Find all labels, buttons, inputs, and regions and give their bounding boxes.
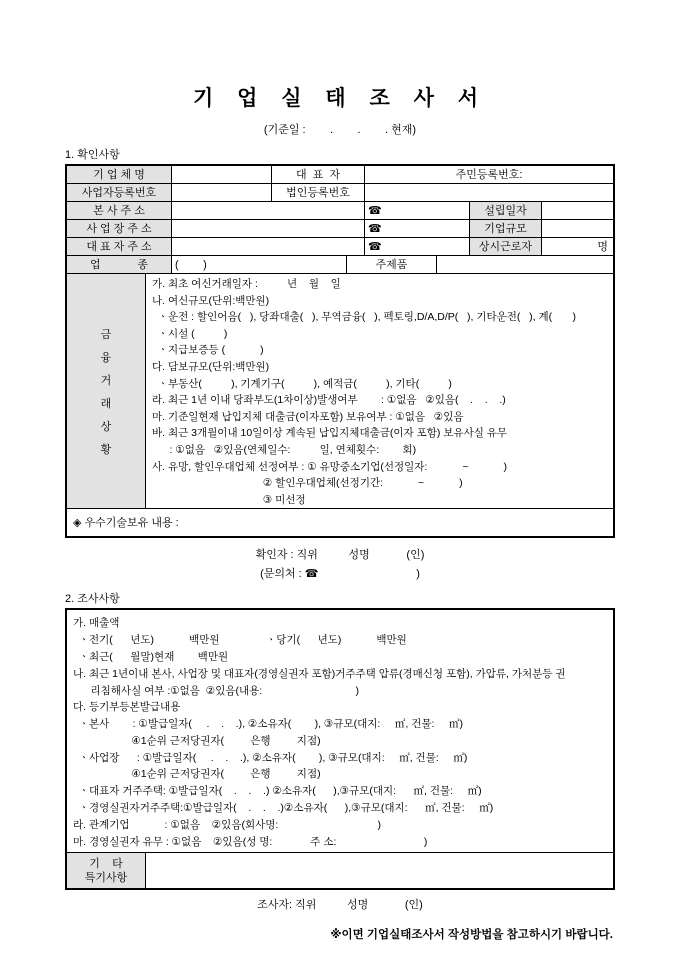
finance-line: 다. 담보규모(단위:백만원) <box>152 360 270 373</box>
survey-line: ㆍ전기( 년도) 백만원 ㆍ당기( 년도) 백만원 <box>73 634 407 647</box>
industry-field: ( ) <box>172 256 347 273</box>
etc-notes-label <box>67 853 146 888</box>
table-row <box>67 166 613 184</box>
company-size-field <box>542 220 613 237</box>
finance-lines <box>146 274 613 508</box>
company-name-label: 기 업 체 명 <box>67 166 172 183</box>
footnote: ※이면 기업실태조사서 작성방법을 참고하시기 바랍니다. <box>330 929 613 942</box>
finance-line: ③ 미선정 <box>152 493 306 506</box>
section2-heading: 2. 조사사항 <box>65 593 120 606</box>
workplace-address-label: 사 업 장 주 소 <box>67 220 172 237</box>
survey-line: ④1순위 근저당권자( 은행 지점) <box>73 768 321 781</box>
side-label-char: 래 <box>100 397 112 410</box>
etc-notes-row <box>67 852 613 888</box>
finance-line: 라. 최근 1년 이내 당좌부도(1차이상)발생여부 : ①없음 ②있음( . . .) <box>152 394 506 407</box>
survey-line: 다. 등기부등본발급내용 <box>73 701 181 714</box>
table-row <box>67 184 613 202</box>
survey-line: 리침해사실 여부 :①없음 ②있음(내용: ) <box>73 684 360 697</box>
ceo-label: 대 표 자 <box>272 166 365 183</box>
company-name-field <box>172 166 272 183</box>
table-row <box>67 256 613 274</box>
main-product-label: 주제품 <box>347 256 437 273</box>
finance-line: 마. 기준일현재 납입지체 대출금(이자포함) 보유여부 : ①없음 ②있음 <box>152 410 464 423</box>
ceo-address-label: 대 표 자 주 소 <box>67 238 172 255</box>
finance-line: 사. 유망, 할인우대업체 선정여부 : ① 유망중소기업(선정일자: ~ ) <box>152 460 508 473</box>
biz-reg-no-label: 사업자등록번호 <box>67 184 172 201</box>
side-label-char: 상 <box>100 420 112 433</box>
survey-line: 마. 경영실권자 유무 : ①없음 ②있음(성 명: 주 소: ) <box>73 835 428 848</box>
corp-reg-no-field <box>365 184 613 201</box>
finance-status-section <box>67 274 613 508</box>
hq-address-label: 본 사 주 소 <box>67 202 172 219</box>
finance-line: 바. 최근 3개월이내 10일이상 계속된 납입지체대출금(이자 포함) 보유사실 유무 <box>152 427 508 440</box>
founded-date-label: 설립일자 <box>470 202 542 219</box>
table-row <box>67 238 613 256</box>
base-date-line: (기준일 : . . . 현재) <box>263 124 417 136</box>
main-product-field <box>437 256 613 273</box>
survey-line: ㆍ본사 : ①발급일자( . . .), ②소유자( ), ③규모(대지: ㎡, 건물: ㎡) <box>73 718 464 731</box>
survey-line: ㆍ경영실권자거주주택:①발급일자( . . .)②소유자( ),③규모(대지: ㎡, 건물: ㎡) <box>73 802 494 815</box>
side-label-char: 금 <box>100 328 112 341</box>
survey-table <box>65 608 615 890</box>
corp-reg-no-label: 법인등록번호 <box>272 184 365 201</box>
phone-icon: ☎ <box>365 202 470 219</box>
phone-icon: ☎ <box>365 220 470 237</box>
tech-holding-row: ◈ 우수기술보유 내용 : <box>67 508 613 536</box>
confirmer-signature-line: 확인자 : 직위 성명 (인) <box>255 549 425 562</box>
resident-no-label: 주민등록번호: <box>455 168 523 181</box>
surveyor-signature-line: 조사자: 직위 성명 (인) <box>257 899 423 912</box>
finance-line: : ①없음 ②있음(연체일수: 일, 연체횟수: 회) <box>152 443 417 456</box>
regular-workers-unit: 명 <box>597 240 608 253</box>
etc-notes-field <box>146 853 613 888</box>
section1-heading: 1. 확인사항 <box>65 149 120 161</box>
ceo-address-field <box>172 238 365 255</box>
survey-line: ㆍ사업장 : ①발급일자( . . .), ②소유자( ), ③규모(대지: ㎡, 건물: ㎡) <box>73 751 468 764</box>
survey-line: ㆍ최근( 월말)현재 백만원 <box>73 650 229 663</box>
survey-lines <box>67 610 613 852</box>
survey-line: 라. 관계기업 : ①없음 ②있음(회사명: ) <box>73 818 381 831</box>
survey-line: ④1순위 근저당권자( 은행 지점) <box>73 734 321 747</box>
industry-label: 업 종 <box>67 256 172 273</box>
phone-icon: ☎ <box>365 238 470 255</box>
table-row <box>67 202 613 220</box>
etc-label-line2: 특기사항 <box>84 871 128 884</box>
finance-line: ㆍ지급보증등 ( ) <box>152 344 264 357</box>
survey-line: ㆍ대표자 거주주택: ①발급일자( . . .) ②소유자( ),③규모(대지: ㎡, 건물: ㎡) <box>73 785 482 798</box>
finance-line: ㆍ부동산( ), 기계기구( ), 예적금( ), 기타( ) <box>152 377 452 390</box>
confirmation-table <box>65 164 615 538</box>
company-size-label: 기업규모 <box>470 220 542 237</box>
etc-label-line1: 기 타 <box>89 857 123 870</box>
form-title: 기 업 실 태 조 사 서 <box>192 87 487 110</box>
finance-line: 나. 여신규모(단위:백만원) <box>152 294 270 307</box>
biz-reg-no-field <box>172 184 272 201</box>
regular-workers-label: 상시근로자 <box>470 238 542 255</box>
side-label-char: 융 <box>100 351 112 364</box>
founded-date-field <box>542 202 613 219</box>
finance-side-label <box>67 274 146 508</box>
survey-line: 나. 최근 1년이내 본사, 사업장 및 대표자(경영실권자 포함)거주주택 압류(경매신청 포함), 가압류, 가처분등 권 <box>73 667 566 680</box>
side-label-char: 거 <box>100 374 112 387</box>
finance-line: ㆍ시설 ( ) <box>152 327 228 340</box>
survey-line: 가. 매출액 <box>73 617 120 630</box>
finance-line: ② 할인우대업체(선정기간: ~ ) <box>152 477 463 490</box>
side-label-char: 황 <box>100 443 112 456</box>
finance-line: 가. 최초 여신거래일자 : 년 월 일 <box>152 278 341 290</box>
table-row <box>67 220 613 238</box>
contact-line: (문의처 : ☎ ) <box>260 568 420 581</box>
workplace-address-field <box>172 220 365 237</box>
hq-address-field <box>172 202 365 219</box>
finance-line: ㆍ운전 : 할인어음( ), 당좌대출( ), 무역금융( ), 펙토링,D/A,D/P( ), 기타운전( ), 계( ) <box>152 311 577 324</box>
